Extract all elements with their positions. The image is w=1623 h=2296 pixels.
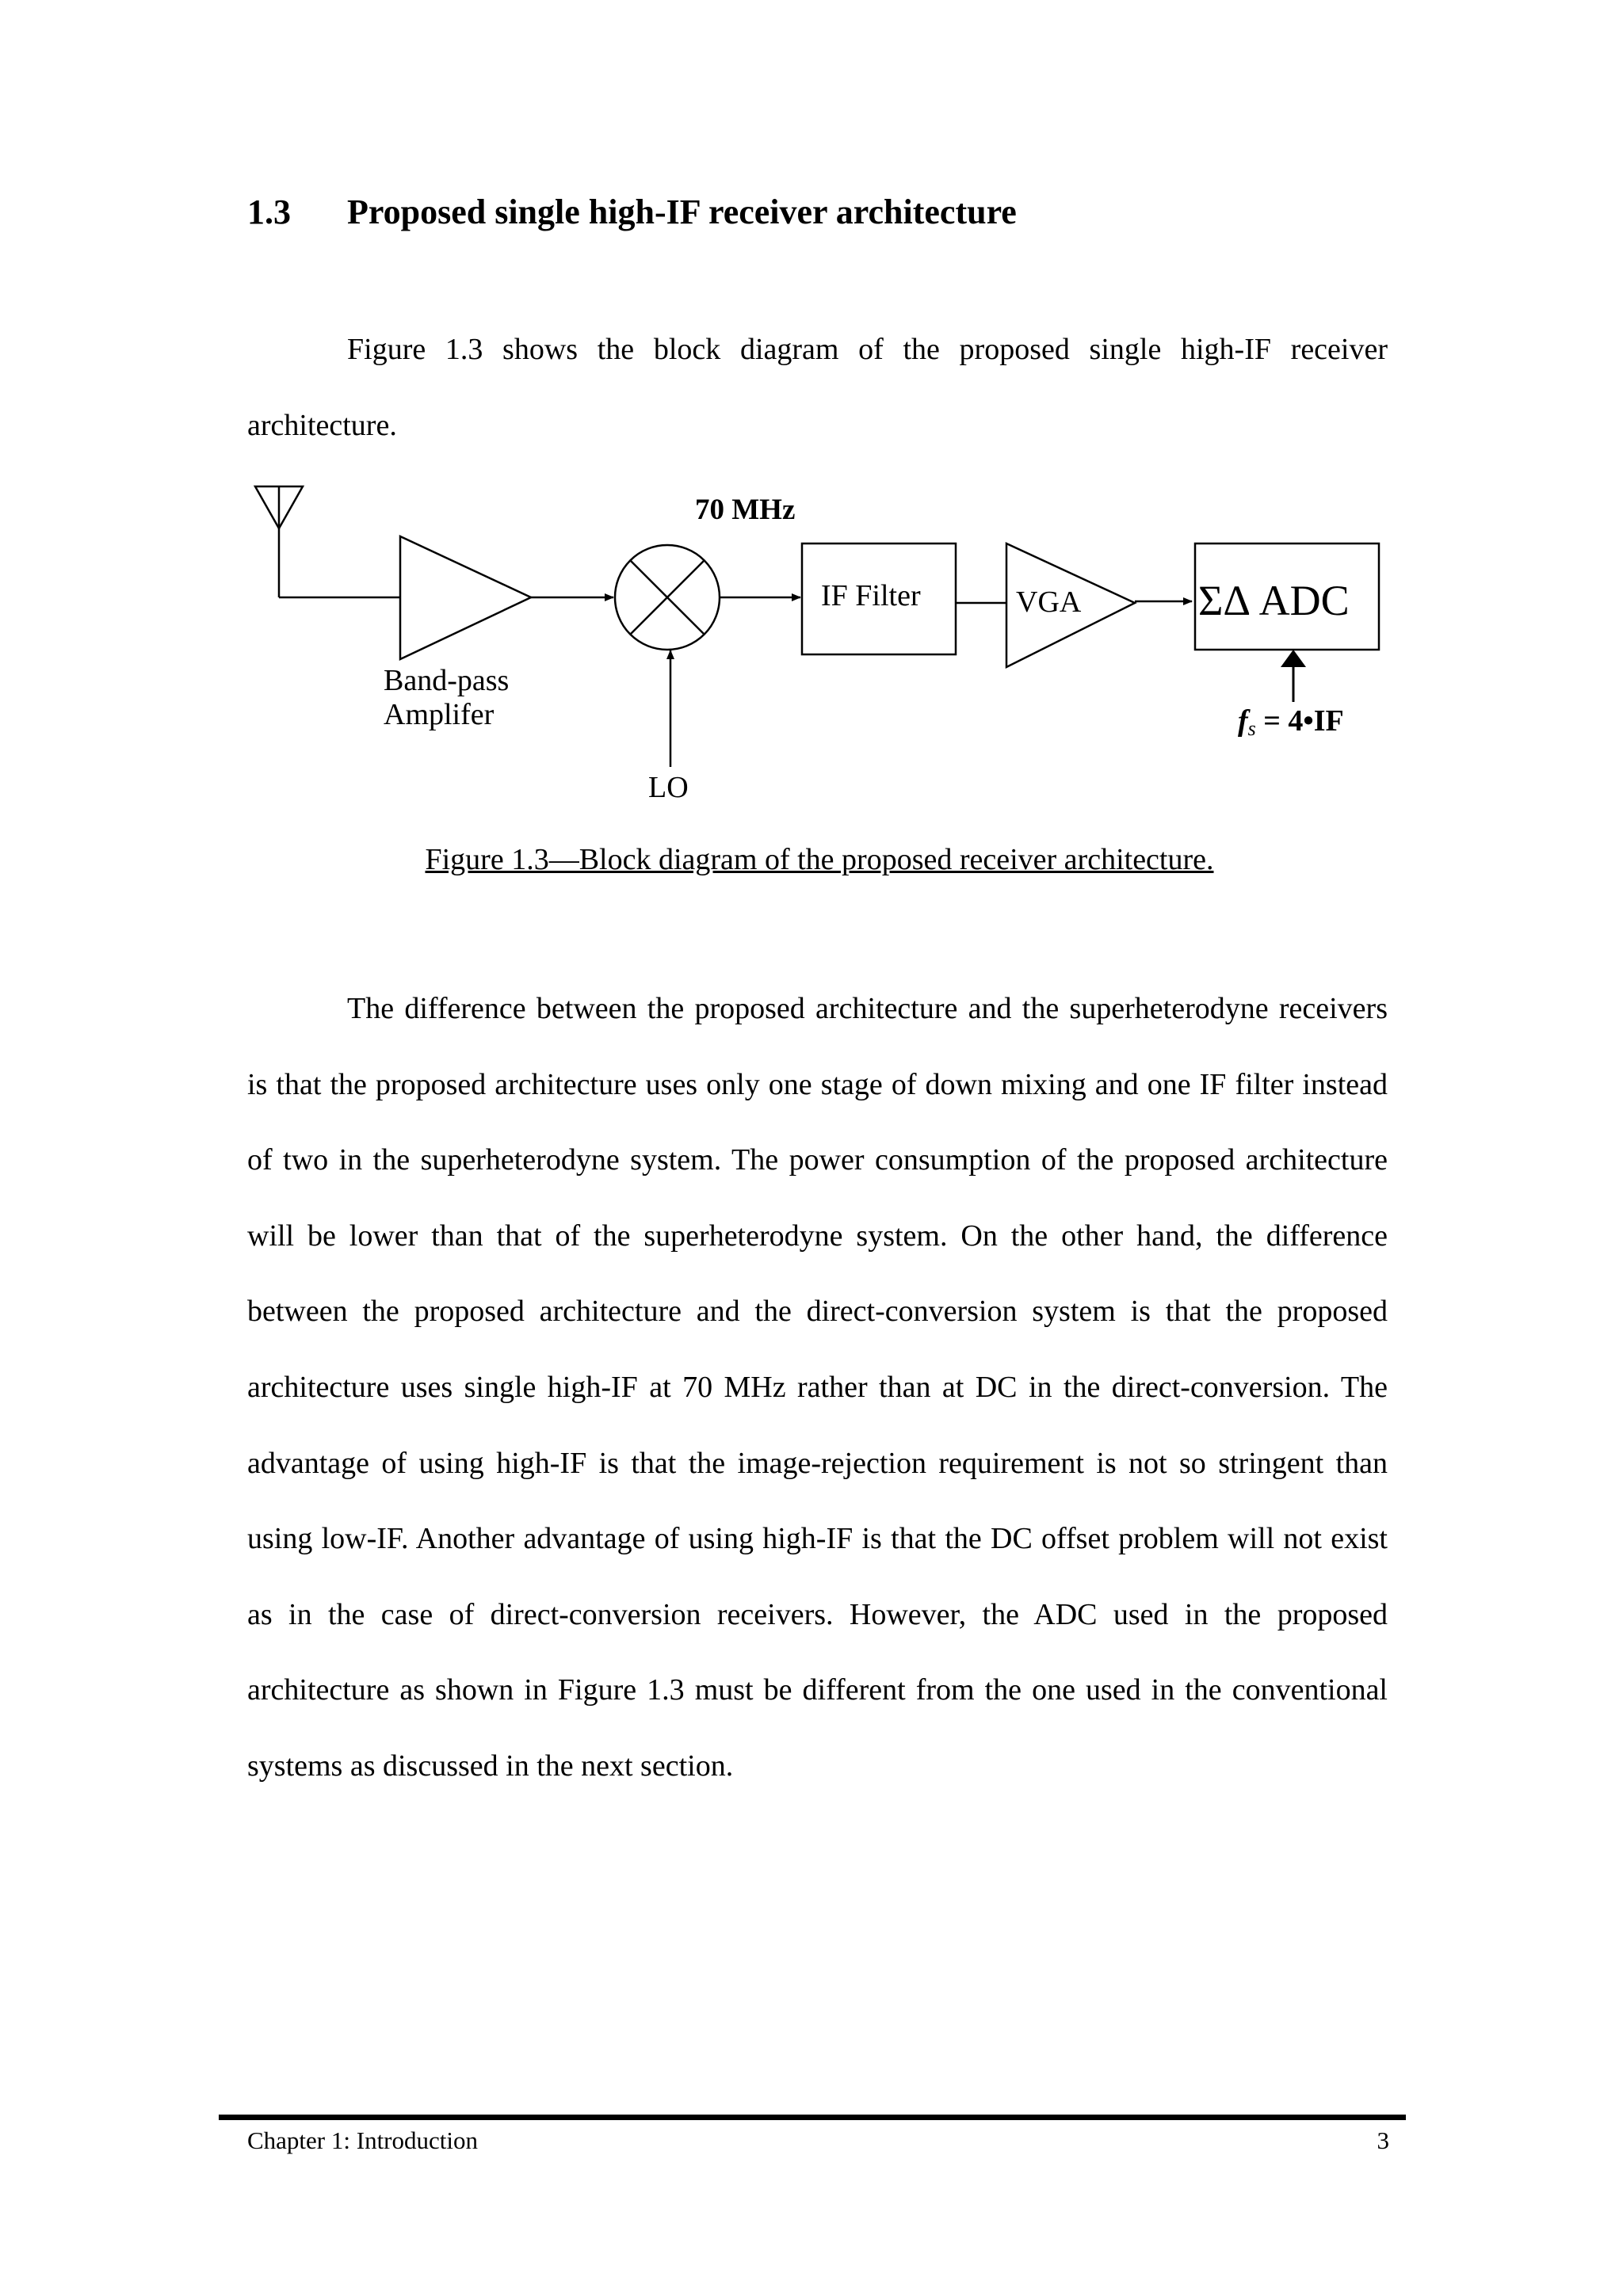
sampling-frequency-label: [1238, 704, 1344, 740]
antenna-symbol: [255, 486, 400, 597]
if-filter-label: IF Filter: [821, 579, 921, 612]
lo-label: LO: [648, 771, 689, 804]
fs-subscript: s: [1247, 717, 1256, 740]
adc-label: ΣΔ ADC: [1198, 577, 1350, 624]
intro-paragraph-text: Figure 1.3 shows the block diagram of the proposed single high-IF receiver architecture.: [247, 333, 1388, 442]
page-number: 3: [1377, 2126, 1389, 2154]
block-diagram-figure: [238, 471, 1395, 820]
amplifier-label-line2: Amplifer: [384, 698, 495, 731]
footer-chapter: Chapter 1: Introduction: [247, 2126, 478, 2154]
section-number: 1.3: [247, 193, 291, 231]
amplifier-label-line1: Band-pass: [384, 664, 510, 697]
intro-paragraph: [247, 312, 1388, 463]
vga-label: VGA: [1016, 585, 1082, 619]
section-heading: [247, 192, 1017, 234]
body-paragraph-text: The difference between the proposed architecture and the superheterodyne receivers is that the proposed architecture uses only one stage of down mixing and one IF filter instead of two in the superheterodyne system. The power consumption of the proposed architecture will be lower than that of the superheterodyne system. On the other hand, the difference between the proposed architecture and the direct-conversion system is that the proposed architecture uses single high-IF at 70 MHz rather than at DC in the direct-conversion. The advantage of using high-IF is that the image-rejection requirement is not so stringent than using low-IF. Another advantage of using high-IF is that the DC offset problem will not exist as in the case of direct-conversion receivers. However, the ADC used in the proposed architecture as shown in Figure 1.3 must be different from the one used in the conventional systems as discussed in the next section.: [247, 992, 1388, 1783]
figure-caption-text: Figure 1.3—Block diagram of the proposed receiver architecture.: [425, 843, 1214, 876]
mixer-symbol: [615, 545, 720, 650]
fs-value: = 4•IF: [1255, 704, 1344, 738]
footer-divider: [219, 2115, 1406, 2120]
fs-arrowhead: [1281, 650, 1306, 667]
block-diagram: [238, 471, 1395, 820]
body-paragraph: [247, 971, 1388, 1805]
figure-caption: [0, 842, 1623, 877]
amplifier-triangle: [400, 536, 531, 659]
if-frequency-label: 70 MHz: [695, 494, 796, 526]
section-title: Proposed single high-IF receiver architecture: [347, 193, 1017, 231]
fs-symbol: f: [1238, 704, 1248, 738]
